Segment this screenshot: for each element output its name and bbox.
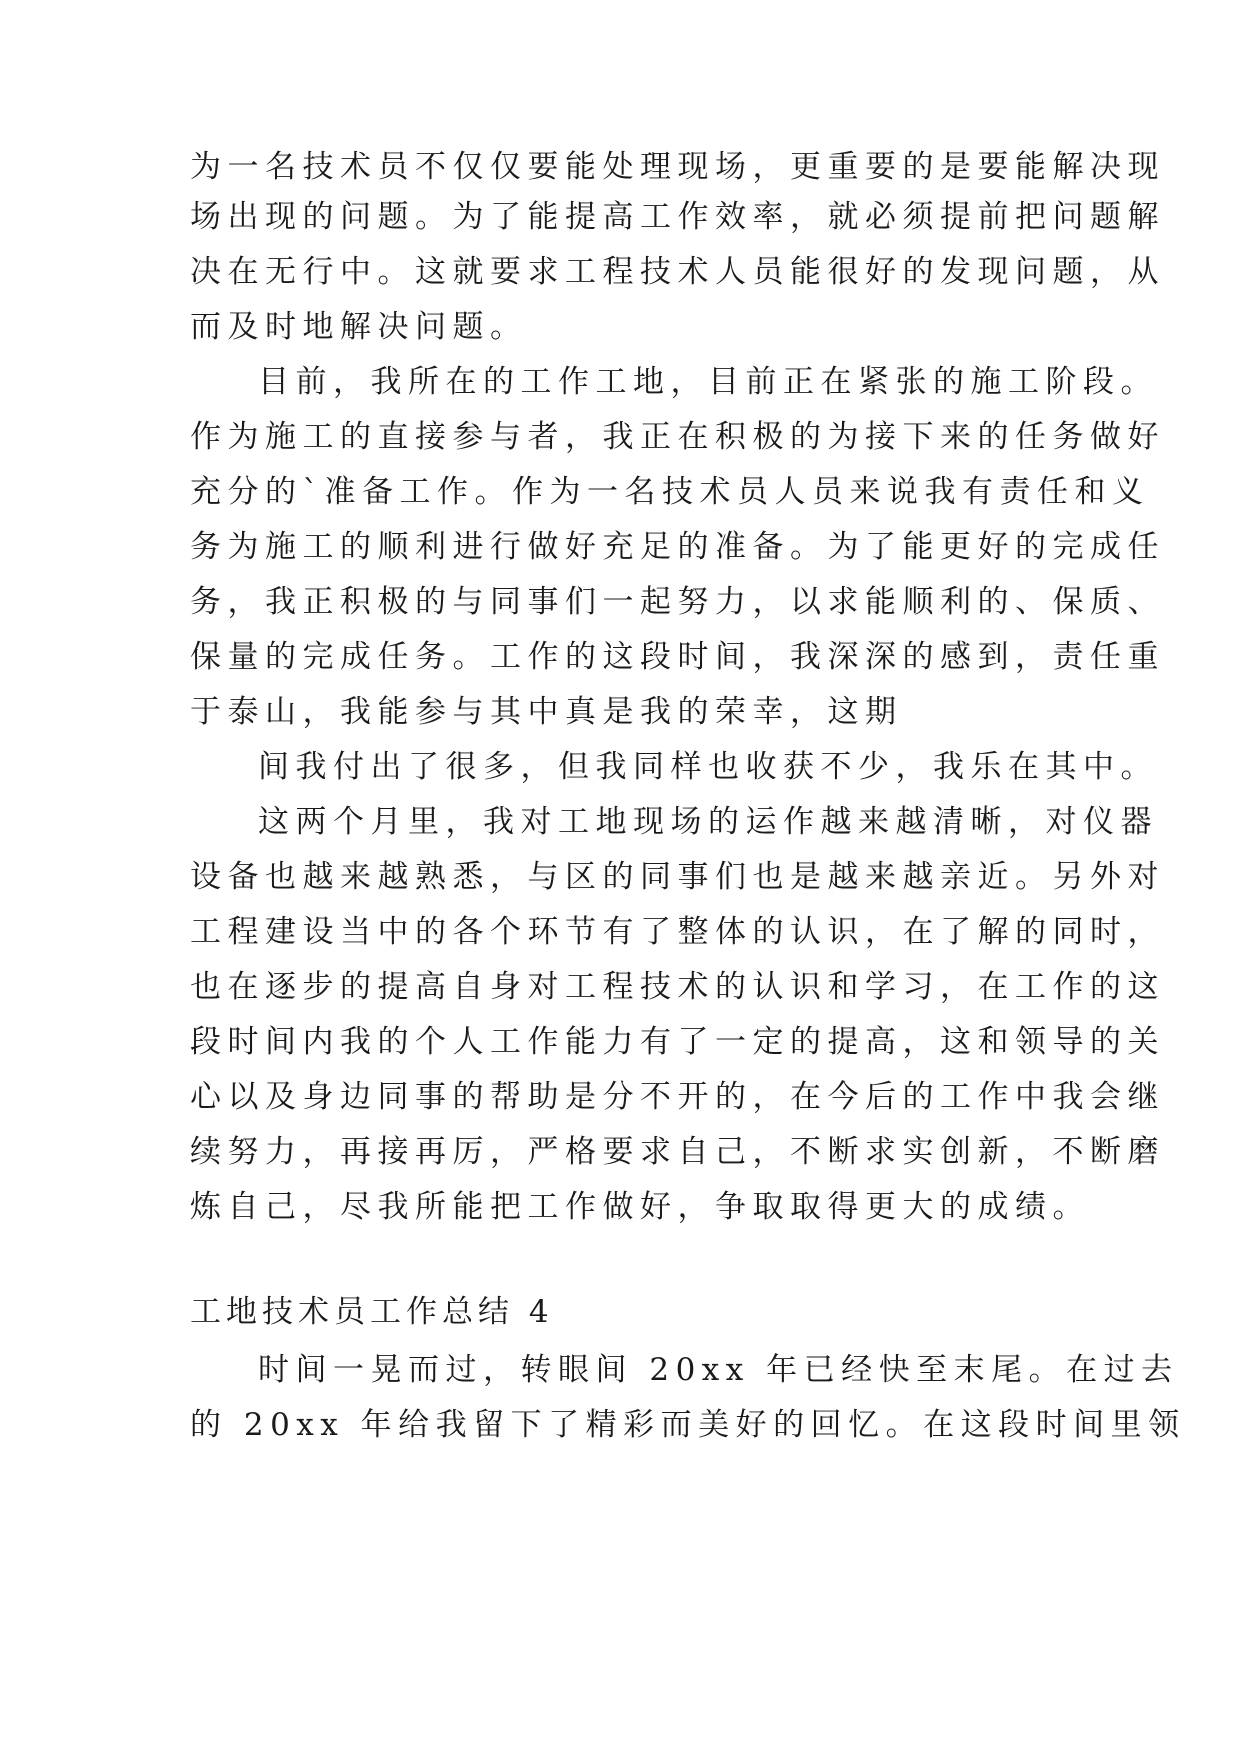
text-line: 炼自己，尽我所能把工作做好，争取取得更大的成绩。 <box>190 1189 1090 1225</box>
text-line: 的 20xx 年给我留下了精彩而美好的回忆。在这段时间里领 <box>190 1407 1186 1443</box>
text-line: 时间一晃而过，转眼间 20xx 年已经快至末尾。在过去 <box>258 1352 1179 1388</box>
text-line: 也在逐步的提高自身对工程技术的认识和学习，在工作的这 <box>190 969 1165 1005</box>
text-line: 为一名技术员不仅仅要能处理现场，更重要的是要能解决现 <box>190 149 1165 185</box>
text-line: 续努力，再接再厉，严格要求自己，不断求实创新，不断磨 <box>190 1134 1165 1170</box>
text-line: 这两个月里，我对工地现场的运作越来越清晰，对仪器 <box>258 804 1158 840</box>
text-line: 工程建设当中的各个环节有了整体的认识，在了解的同时， <box>190 914 1165 950</box>
text-line: 保量的完成任务。工作的这段时间，我深深的感到，责任重 <box>190 639 1165 675</box>
text-line: 决在无行中。这就要求工程技术人员能很好的发现问题，从 <box>190 254 1165 290</box>
text-line: 而及时地解决问题。 <box>190 309 528 345</box>
text-line: 心以及身边同事的帮助是分不开的，在今后的工作中我会继 <box>190 1079 1165 1115</box>
text-line: 设备也越来越熟悉，与区的同事们也是越来越亲近。另外对 <box>190 859 1165 895</box>
text-line: 于泰山，我能参与其中真是我的荣幸，这期 <box>190 694 903 730</box>
text-line: 间我付出了很多，但我同样也收获不少，我乐在其中。 <box>258 749 1158 785</box>
text-line: 作为施工的直接参与者，我正在积极的为接下来的任务做好 <box>190 419 1165 455</box>
text-line: 充分的`准备工作。作为一名技术员人员来说我有责任和义 <box>190 474 1150 510</box>
text-line: 场出现的问题。为了能提高工作效率，就必须提前把问题解 <box>190 199 1165 235</box>
text-line: 务，我正积极的与同事们一起努力，以求能顺利的、保质、 <box>190 584 1165 620</box>
text-line: 段时间内我的个人工作能力有了一定的提高，这和领导的关 <box>190 1024 1165 1060</box>
text-line: 务为施工的顺利进行做好充足的准备。为了能更好的完成任 <box>190 529 1165 565</box>
section-heading: 工地技术员工作总结 4 <box>190 1294 554 1330</box>
text-line: 目前，我所在的工作工地，目前正在紧张的施工阶段。 <box>258 364 1158 400</box>
